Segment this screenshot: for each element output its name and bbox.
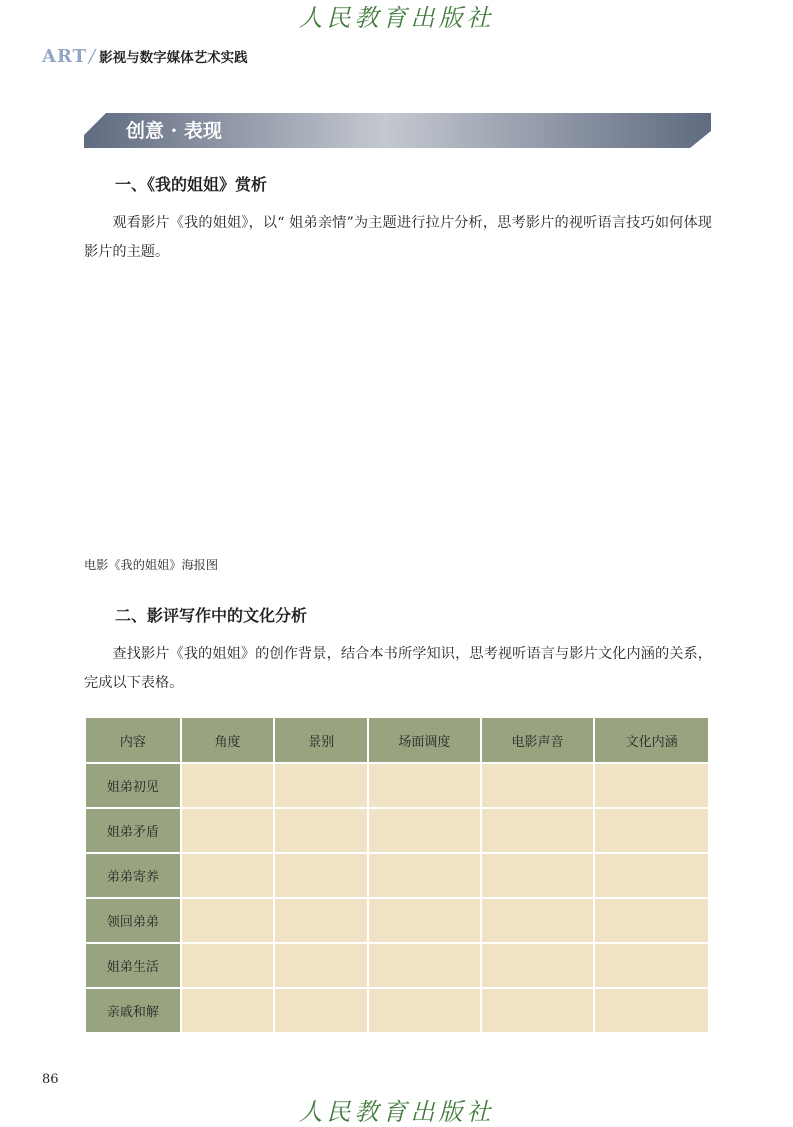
page-number: 86: [42, 1072, 59, 1087]
table-cell[interactable]: [481, 898, 595, 943]
row-label: 姐弟矛盾: [85, 808, 181, 853]
book-title: 影视与数字媒体艺术实践: [99, 50, 248, 66]
table-cell[interactable]: [481, 943, 595, 988]
row-label: 姐弟生活: [85, 943, 181, 988]
table-cell[interactable]: [481, 853, 595, 898]
row-label: 亲戚和解: [85, 988, 181, 1033]
table-row: [85, 988, 709, 1033]
section-banner: [84, 113, 711, 148]
table-cell[interactable]: [274, 808, 368, 853]
table-cell[interactable]: [181, 988, 275, 1033]
table-cell[interactable]: [368, 808, 481, 853]
header-content: 内容: [85, 717, 181, 763]
table-cell[interactable]: [274, 763, 368, 808]
table-cell[interactable]: [274, 988, 368, 1033]
heading-part-1: 一、《我的姐姐》赏析: [115, 175, 268, 194]
table-cell[interactable]: [368, 988, 481, 1033]
header-shot-size: 景别: [274, 717, 368, 763]
publisher-logo-bottom: 人民教育出版社: [298, 1098, 495, 1126]
table-row: [85, 763, 709, 808]
table-row: [85, 943, 709, 988]
row-label: 姐弟初见: [85, 763, 181, 808]
paragraph-part-2: 查找影片《我的姐姐》的创作背景，结合本书所学知识，思考视听语言与影片文化内涵的关系，完成以下表格。: [84, 646, 712, 691]
header-mise-en-scene: 场面调度: [368, 717, 481, 763]
table-cell[interactable]: [274, 898, 368, 943]
table-cell[interactable]: [594, 853, 709, 898]
table-cell[interactable]: [368, 763, 481, 808]
table-cell[interactable]: [594, 808, 709, 853]
table-cell[interactable]: [481, 988, 595, 1033]
table-row: [85, 898, 709, 943]
header-film-sound: 电影声音: [481, 717, 595, 763]
table-header-row: [85, 717, 709, 763]
row-label: 弟弟寄养: [85, 853, 181, 898]
table-cell[interactable]: [594, 898, 709, 943]
table-cell[interactable]: [181, 763, 275, 808]
header-cultural-meaning: 文化内涵: [594, 717, 709, 763]
table-cell[interactable]: [181, 808, 275, 853]
table-cell[interactable]: [481, 808, 595, 853]
poster-caption: 电影《我的姐姐》海报图: [84, 558, 219, 572]
series-separator: /: [89, 46, 96, 67]
table-cell[interactable]: [274, 943, 368, 988]
analysis-table: [84, 716, 710, 1034]
table-cell[interactable]: [594, 988, 709, 1033]
table-cell[interactable]: [368, 853, 481, 898]
table-row: [85, 853, 709, 898]
table-cell[interactable]: [274, 853, 368, 898]
table-cell[interactable]: [181, 943, 275, 988]
table-cell[interactable]: [594, 943, 709, 988]
running-head: [42, 46, 248, 70]
table-cell[interactable]: [368, 898, 481, 943]
table-cell[interactable]: [368, 943, 481, 988]
section-title: 创意 · 表现: [126, 120, 222, 142]
row-label: 领回弟弟: [85, 898, 181, 943]
header-angle: 角度: [181, 717, 275, 763]
heading-part-2: 二、影评写作中的文化分析: [115, 606, 308, 625]
table-cell[interactable]: [181, 898, 275, 943]
table-cell[interactable]: [181, 853, 275, 898]
table-cell[interactable]: [481, 763, 595, 808]
table-row: [85, 808, 709, 853]
publisher-logo-top: 人民教育出版社: [298, 4, 495, 32]
table-cell[interactable]: [594, 763, 709, 808]
series-label: ART: [42, 46, 88, 67]
paragraph-part-1: 观看影片《我的姐姐》，以“ 姐弟亲情”为主题进行拉片分析，思考影片的视听语言技巧如何体现影片的主题。: [84, 215, 712, 260]
